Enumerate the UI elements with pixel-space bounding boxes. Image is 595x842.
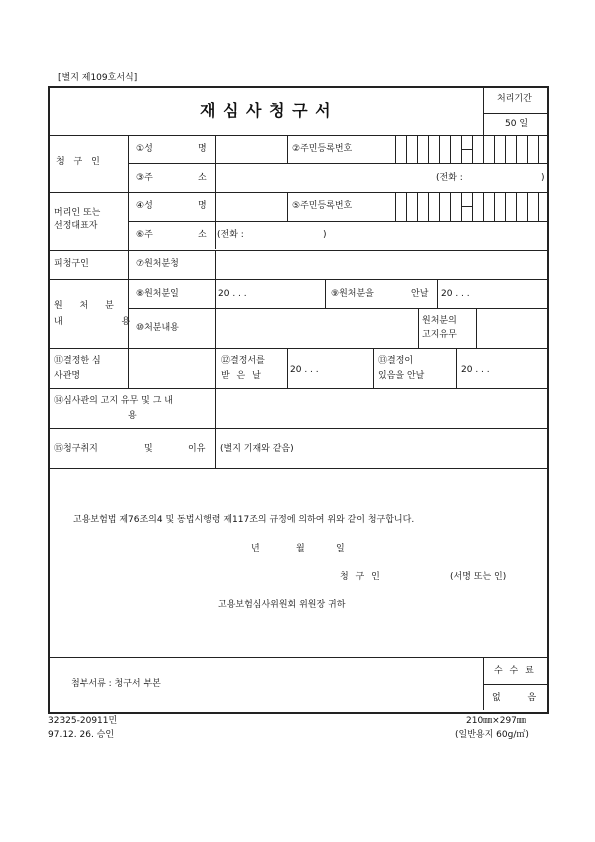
footer-paper-type: (일반용지 60g/㎡) <box>455 730 529 740</box>
claimant-name-label-end: 명 <box>198 144 207 154</box>
representative-name-label-end: 명 <box>198 201 207 211</box>
notice14-field[interactable] <box>217 390 544 426</box>
original-notice-label: ⑨원처분을 <box>331 289 374 299</box>
claimant-phone-close: ) <box>541 173 545 183</box>
decision-known-date-field[interactable]: 20 . . . <box>461 365 490 375</box>
respondent-label: 피청구인 <box>54 259 89 269</box>
processing-period-label: 처리기간 <box>497 94 532 104</box>
disposition-content-label: ⑩처분내용 <box>136 323 179 333</box>
representative-rrn-label: ⑤주민등록번호 <box>292 201 353 211</box>
form-number-label: [별지 제109호서식] <box>58 73 138 83</box>
reason15-label-and: 및 <box>144 444 153 454</box>
addressee-text: 고용보험심사위원회 위원장 귀하 <box>218 600 346 610</box>
original-notice-label-end: 안날 <box>411 289 429 299</box>
date-month-label: 월 <box>296 544 305 554</box>
original-date-label: ⑧원처분일 <box>136 289 179 299</box>
statement-text: 고용보험법 제76조의4 및 동법시행령 제117조의 규정에 의하여 위와 같이 청구합니다. <box>73 515 415 525</box>
fee-label: 수 수 료 <box>494 666 536 676</box>
representative-phone-label: (전화 : <box>217 230 244 240</box>
claimant-name-label: ①성 <box>136 144 153 154</box>
date-year-label: 년 <box>251 544 260 554</box>
decision-agency-label-line1: ⑪결정한 심 <box>54 356 101 366</box>
signature-label[interactable]: (서명 또는 인) <box>450 572 507 582</box>
reason15-field[interactable]: (별지 기재와 같음) <box>220 444 294 454</box>
original-section-label-line2: 내 용 <box>54 317 159 327</box>
decision-known-label-line2: 있음을 안날 <box>378 371 425 381</box>
decision-agency-label-line2: 사관명 <box>54 371 81 381</box>
representative-label-line2: 선정대표자 <box>54 221 98 231</box>
signer-label: 청 구 인 <box>340 572 382 582</box>
decision-received-date-field[interactable]: 20 . . . <box>290 365 319 375</box>
date-day-label: 일 <box>336 544 345 554</box>
claimant-rrn-label: ②주민등록번호 <box>292 144 353 154</box>
decision-received-label-line1: ⑫결정서를 <box>221 356 265 366</box>
original-notified-label-line1: 원처분의 <box>422 316 457 326</box>
claimant-phone-label: (전화 : <box>436 173 463 183</box>
original-agency-field[interactable] <box>216 252 544 277</box>
representative-address-label: ⑥주 <box>136 230 153 240</box>
representative-name-label: ④성 <box>136 201 153 211</box>
original-agency-label: ⑦원처분청 <box>136 259 179 269</box>
representative-label-line1: 머리인 또는 <box>54 208 101 218</box>
footer-approval-date: 97.12. 26. 승인 <box>48 730 115 740</box>
notice14-label-line1: ⑭심사관의 고지 유무 및 그 내 <box>54 396 173 406</box>
reason15-label-reason: 이유 <box>188 444 206 454</box>
reason15-label: ⑮청구취지 <box>54 444 98 454</box>
claimant-name-field[interactable] <box>215 138 287 162</box>
claimant-address-label-end: 소 <box>198 173 207 183</box>
decision-received-label-line2: 받 은 날 <box>221 371 263 381</box>
original-notified-label-line2: 고지유무 <box>422 330 457 340</box>
claimant-section-label: 청 구 인 <box>56 157 103 167</box>
representative-name-field[interactable] <box>215 195 287 219</box>
original-date-field[interactable]: 20 . . . <box>218 289 247 299</box>
form-title: 재 심 사 청 구 서 <box>200 101 332 120</box>
representative-phone-close: ) <box>323 230 327 240</box>
footer-form-code: 32325-20911민 <box>48 716 118 726</box>
decision-agency-field[interactable] <box>130 350 213 386</box>
attachments-label: 첨부서류 : 청구서 부본 <box>71 679 161 689</box>
fee-value: 없 음 <box>492 693 549 703</box>
notice14-label-line2: 용 <box>128 411 137 421</box>
original-notified-field[interactable] <box>478 310 544 346</box>
original-notice-date-field[interactable]: 20 . . . <box>441 289 470 299</box>
disposition-content-field[interactable] <box>216 310 416 346</box>
decision-known-label-line1: ⑬결정이 <box>378 356 414 366</box>
original-section-label-line1: 원 처 분 <box>54 301 121 311</box>
footer-paper-size: 210㎜×297㎜ <box>466 716 526 726</box>
processing-period-value: 50 일 <box>505 119 529 129</box>
representative-address-label-end: 소 <box>198 230 207 240</box>
claimant-address-label: ③주 <box>136 173 153 183</box>
